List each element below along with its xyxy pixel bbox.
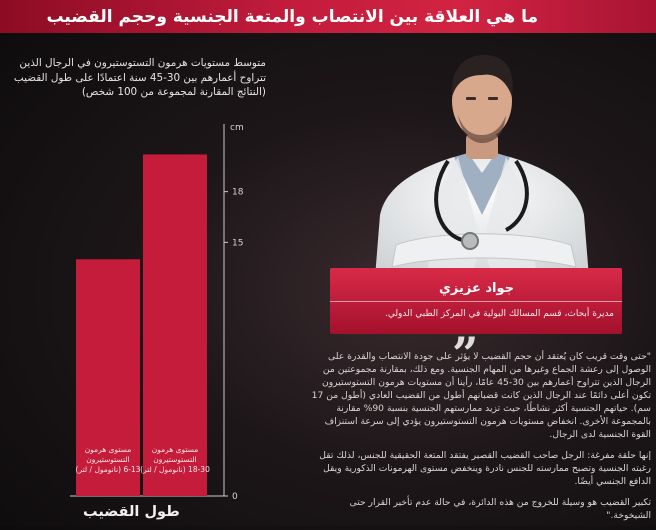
bar-label: مستوى هرمون التستوستيرون 6-13 (نانومول / لتر) (75, 445, 141, 474)
quote-text (305, 350, 651, 530)
y-tick-label: 18 (232, 187, 244, 198)
x-axis-label: طول القضيب (83, 504, 180, 520)
bar-chart (0, 110, 300, 526)
y-tick-label: 15 (232, 238, 244, 249)
chart-caption: متوسط مستويات هرمون التستوستيرون في الرجال الذين تتراوح أعمارهم بين 30-45 سنة اعتمادًا على طول القضيب (النتائج المقارنة لمجموعة من 100 شخص) (13, 57, 266, 98)
bar-label: مستوى هرمون التستوستيرون 18-30 (نانومول / لتر) (140, 445, 210, 474)
y-axis-unit: cm (230, 123, 244, 133)
quote-paragraph: "حتى وقت قريب كان يُعتقد أن حجم القضيب لا يؤثر على جودة الانتصاب والقدرة على الوصول إلى رعشة الجماع وغيرها من المهام الجنسية. ومع ذلك، بمقارنة مجموعتين من الرجال الذين تتراوح أعمارهم بين 30-45 عامًا، رأينا أن مستويات هرمون التستوستيرون تكون أعلى دائمًا عند الرجال الذين كانت قضبانهم أطول من القضيب العادي (أطول من 17 سم). حياتهم الجنسية أكثر نشاطًا، حيث تزيد ممارستهم الجنسية بنسبة 90% مقارنة بالمجموعة الأخرى. انخفاض مستويات هرمون التستوستيرون يؤدي إلى سرعة استنزاف القوة الجنسية لدى الرجال. (311, 351, 651, 440)
y-tick-label: 0 (232, 492, 238, 502)
doctor-card (330, 268, 622, 334)
page-title: ما هي العلاقة بين الانتصاب والمتعة الجنسية وحجم القضيب (46, 6, 538, 27)
header-banner (0, 0, 656, 33)
doctor-name: جواد عزيزي (438, 281, 514, 296)
quote-paragraph: إنها حلقة مفرغة: الرجل صاحب القضيب القصير يفتقد المتعة الحقيقية للجنس، لذلك تقل رغبته الجنسية وتصبح ممارسته للجنس نادرة وينخفض مستوى الهرمونات الذكورية ويقل الدافع الجنسي أيضًا. (319, 450, 651, 487)
quote-mark-icon: ” (452, 327, 479, 381)
card-divider (330, 301, 622, 302)
quote-paragraph: تكبير القضيب هو وسيلة للخروج من هذه الدائرة، في حالة عدم تأخير القرار حتى الشيخوخة." (349, 497, 651, 521)
doctor-role: مديرة أبحاث، قسم المسالك البولية في المركز الطبي الدولي. (384, 309, 614, 319)
doctor-portrait (366, 45, 598, 290)
